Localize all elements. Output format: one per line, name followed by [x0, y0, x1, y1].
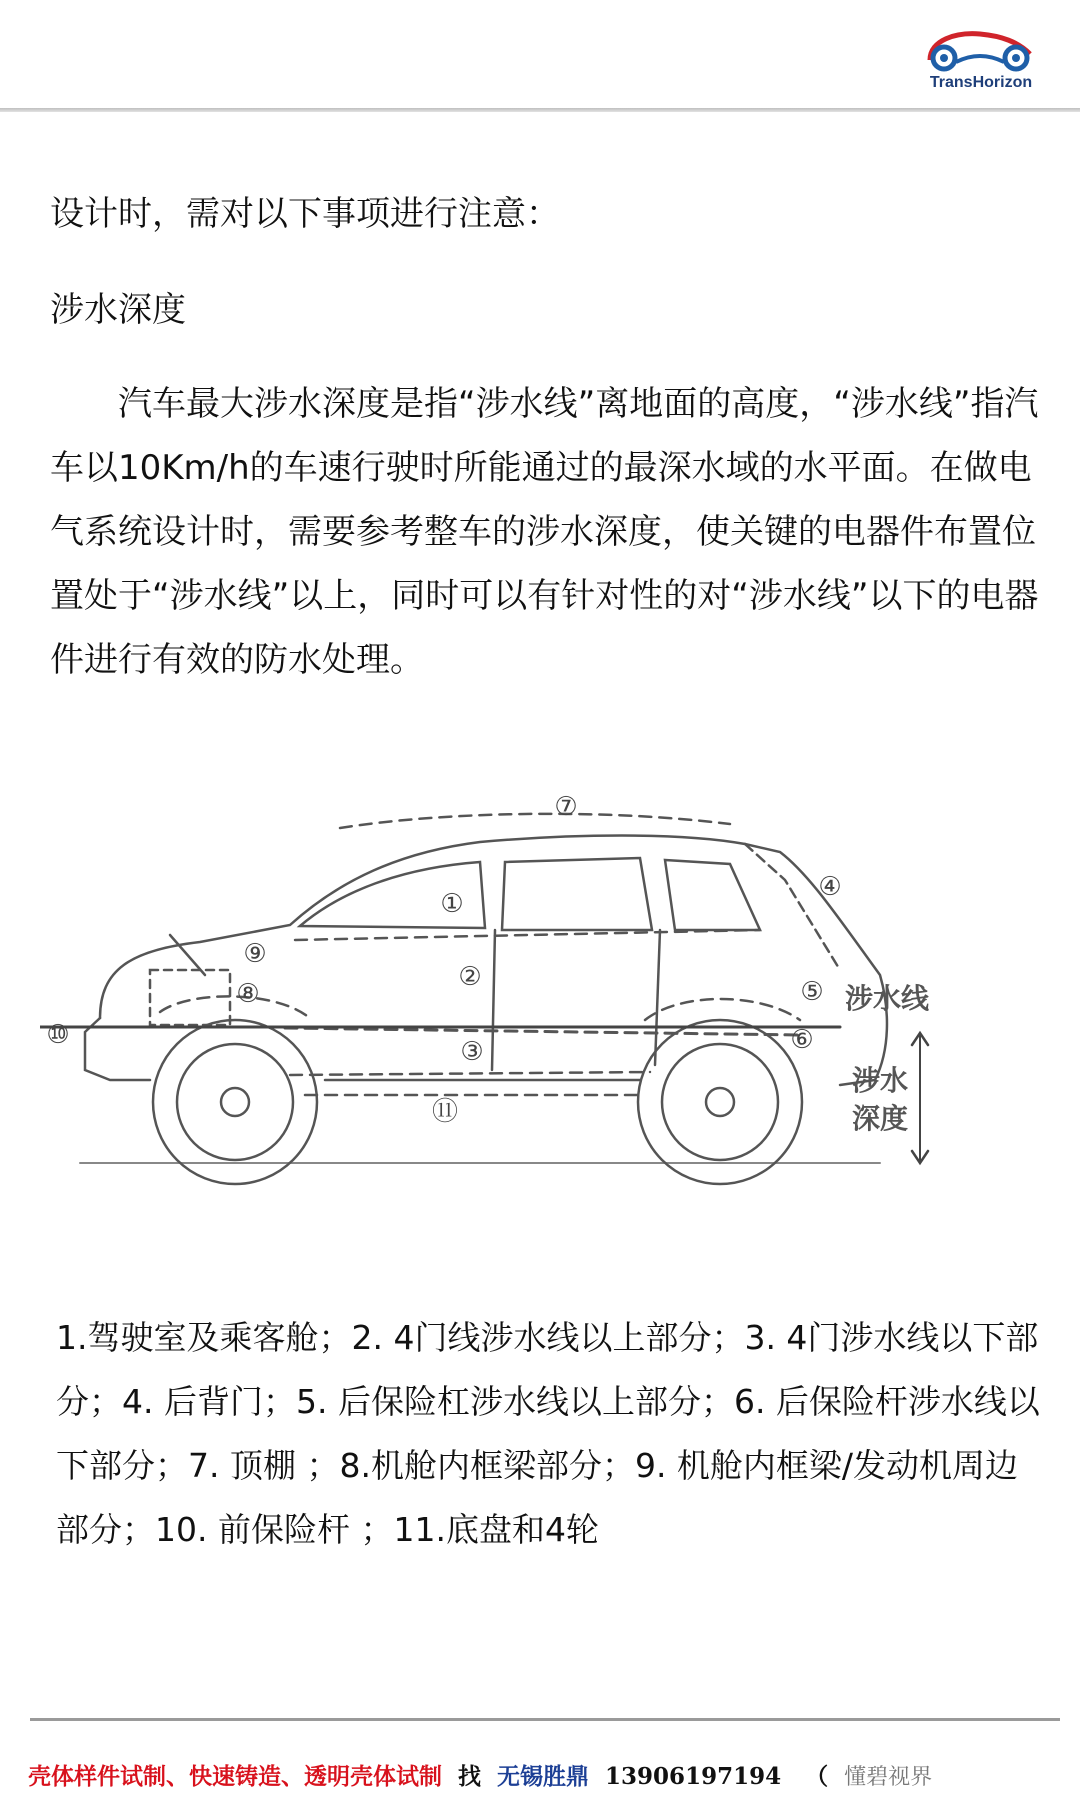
marker-9: ⑨: [243, 939, 267, 969]
logo-car-icon: [922, 28, 1040, 72]
footer-phone: 13906197194: [605, 1763, 782, 1790]
marker-8: ⑧: [236, 979, 260, 1009]
marker-1: ①: [440, 889, 464, 919]
header-divider: [0, 108, 1080, 112]
marker-5: ⑤: [800, 977, 824, 1007]
section-heading: 涉水深度: [50, 290, 186, 330]
marker-7: ⑦: [554, 792, 578, 822]
footer-divider: [30, 1718, 1060, 1721]
marker-6: ⑥: [790, 1025, 814, 1055]
footer-company: 无锡胜鼎: [497, 1763, 590, 1790]
marker-3: ③: [460, 1037, 484, 1067]
car-wading-diagram: [40, 780, 1040, 1200]
footer-ad: [28, 1758, 1073, 1791]
marker-10: ⑩: [46, 1020, 70, 1050]
logo-brand-text: TransHorizon: [929, 74, 1033, 91]
depth-label-line1: 涉水: [852, 1064, 909, 1097]
marker-11: ⑪: [431, 1097, 459, 1127]
intro-text: 设计时，需对以下事项进行注意：: [50, 194, 560, 234]
figure-caption: 1.驾驶室及乘客舱；2. 4门线涉水线以上部分；3. 4门涉水线以下部分；4. 后背门；5. 后保险杠涉水线以上部分；6. 后保险杆涉水线以下部分；7. 顶棚 ；8.机舱内框梁部分；9. 机舱内框梁/发动机周边部分；10. 前保险杆 ；11.底盘和4轮: [56, 1318, 1040, 1549]
marker-4: ④: [818, 872, 842, 902]
marker-2: ②: [458, 962, 482, 992]
waterline-label: 涉水线: [845, 982, 930, 1015]
body-paragraph: 汽车最大涉水深度是指“涉水线”离地面的高度，“涉水线”指汽车以10Km/h的车速行驶时所能通过的最深水域的水平面。在做电气系统设计时，需要参考整车的涉水深度，使关键的电器件布置位置处于“涉水线”以上，同时可以有针对性的对“涉水线”以下的电器件进行有效的防水处理。: [50, 384, 1039, 680]
transhorizon-logo: [916, 28, 1046, 92]
depth-label-line2: 深度: [852, 1102, 909, 1135]
footer-find: 找: [458, 1763, 482, 1790]
wechat-watermark: 懂碧视界: [844, 1765, 933, 1790]
footer-suffix: （: [805, 1763, 829, 1790]
footer-ad-text: 壳体样件试制、快速铸造、透明壳体试制: [28, 1763, 442, 1790]
